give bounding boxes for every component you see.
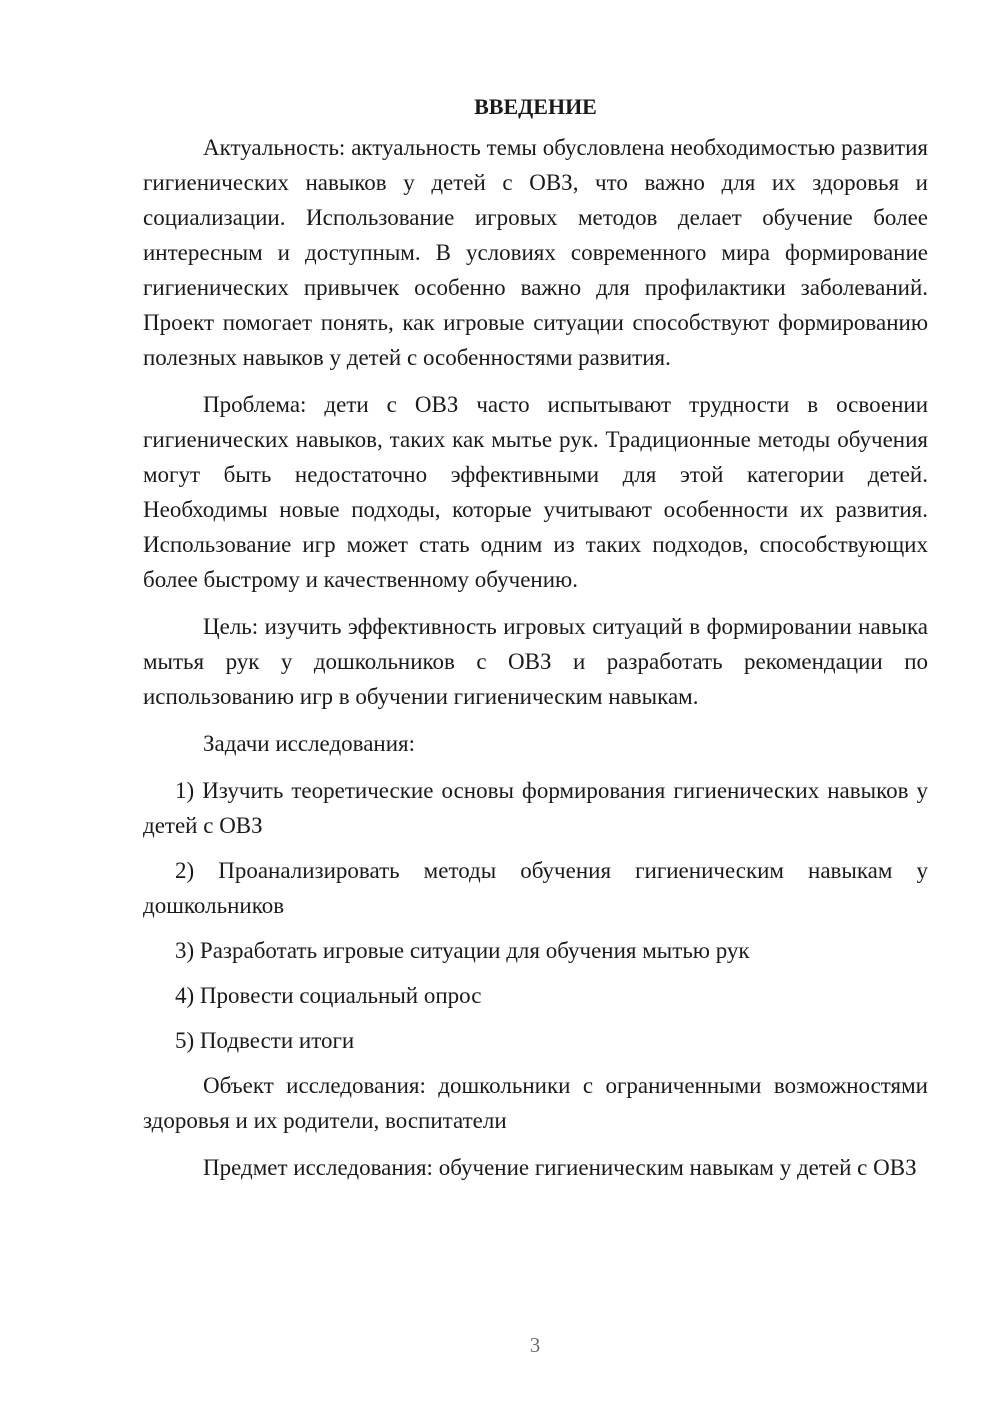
task-item: 2) Проанализировать методы обучения гигиеническим навыкам у дошкольников: [143, 858, 928, 918]
document-page: [143, 92, 928, 1197]
object-paragraph: Объект исследования: дошкольники с ограниченными возможностями здоровья и их родители, воспитатели: [143, 1073, 928, 1133]
task-item: 4) Провести социальный опрос: [175, 983, 482, 1008]
page-number: 3: [529, 1333, 541, 1357]
goal-paragraph: Цель: изучить эффективность игровых ситуаций в формировании навыка мытья рук у дошкольников с ОВЗ и разработать рекомендации по использованию игр в обучении гигиеническим навыкам.: [143, 614, 928, 709]
task-item: 5) Подвести итоги: [175, 1028, 355, 1053]
relevance-paragraph: Актуальность: актуальность темы обусловлена необходимостью развития гигиенических навыков у детей с ОВЗ, что важно для их здоровья и социализации. Использование игровых методов делает обучение более интересным и доступным. В условиях современного мира формирование гигиенических привычек особенно важно для профилактики заболеваний. Проект помогает понять, как игровые ситуации способствуют формированию полезных навыков у детей с особенностями развития.: [143, 135, 928, 370]
section-title: ВВЕДЕНИЕ: [474, 94, 597, 119]
tasks-heading: Задачи исследования:: [203, 731, 416, 756]
task-item: 3) Разработать игровые ситуации для обучения мытью рук: [175, 938, 750, 963]
task-item: 1) Изучить теоретические основы формирования гигиенических навыков у детей с ОВЗ: [143, 778, 928, 838]
problem-paragraph: Проблема: дети с ОВЗ часто испытывают трудности в освоении гигиенических навыков, таких как мытье рук. Традиционные методы обучения могут быть недостаточно эффективными для этой категории детей. Необходимы новые подходы, которые учитывают особенности их развития. Использование игр может стать одним из таких подходов, способствующих более быстрому и качественному обучению.: [143, 392, 928, 592]
subject-paragraph: Предмет исследования: обучение гигиеническим навыкам у детей с ОВЗ: [203, 1155, 917, 1180]
tasks-list: [143, 773, 928, 1058]
